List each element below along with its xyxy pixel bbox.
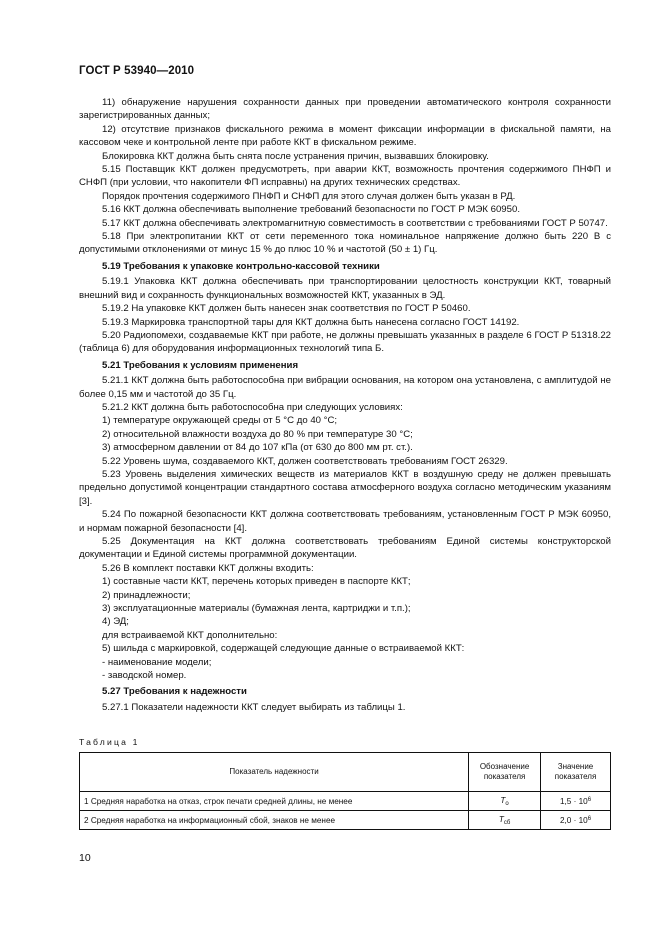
paragraph: 5.25 Документация на ККТ должна соответствовать требованиям Единой системы конструкторской документации и Единой системы программной документации. xyxy=(79,536,611,561)
paragraph: 5.15 Поставщик ККТ должен предусмотреть, при аварии ККТ, возможность прочтения содержимого ПНФП и СНФП (при условии, что накопители ФП исправны) на других технических средствах. xyxy=(79,164,611,189)
paragraph: 5.19.1 Упаковка ККТ должна обеспечивать при транспортировании целостность конструкции ККТ, товарный внешний вид и сохранность функциональных возможностей ККТ, указанных в ЭД. xyxy=(79,276,611,301)
paragraph: Блокировка ККТ должна быть снята после устранения причин, вызвавших блокировку. xyxy=(102,150,489,162)
value-mantissa: 2,0 · 10 xyxy=(559,815,588,825)
paragraph: 5.18 При электропитании ККТ от сети переменного тока номинальное напряжение должно быть 220 В с допустимыми отклонениями от минус 15 % до плюс 10 % и частотой (50 ± 1) Гц. xyxy=(79,231,611,256)
paragraph: 11) обнаружение нарушения сохранности данных при проведении автоматического контроля сохранности зарегистрированных данных; xyxy=(79,97,611,122)
paragraph: 5.27.1 Показатели надежности ККТ следует выбирать из таблицы 1. xyxy=(102,701,406,713)
paragraph: 5.23 Уровень выделения химических веществ из материалов ККТ в воздушную среду не должен превышать предельно допустимой концентрации стандартного состава атмосферного воздуха согласно методическим указаниям [3]. xyxy=(79,468,611,507)
value-exponent: 6 xyxy=(587,815,592,822)
header-indicator: Показатель надежности xyxy=(80,753,469,792)
symbol-letter: T xyxy=(500,795,506,805)
section-heading: 5.27 Требования к надежности xyxy=(102,686,247,698)
paragraph: 2) принадлежности; xyxy=(102,589,191,601)
section-heading: 5.21 Требования к условиям применения xyxy=(102,359,299,371)
paragraph: 5.21.1 ККТ должна быть работоспособна при вибрации основания, на котором она установлена, с амплитудой не более 0,15 мм и частотой до 35 Гц. xyxy=(79,375,611,400)
table-row xyxy=(80,811,611,830)
paragraph: 5.19.3 Маркировка транспортной тары для ККТ должна быть нанесена согласно ГОСТ 14192. xyxy=(102,316,520,328)
paragraph: 5) шильда с маркировкой, содержащей следующие данные о встраиваемой ККТ: xyxy=(102,643,465,655)
paragraph: для встраиваемой ККТ дополнительно: xyxy=(102,629,278,641)
paragraph: - заводской номер. xyxy=(102,670,187,682)
symbol-letter: T xyxy=(498,814,504,824)
indicator-cell: 1 Средняя наработка на отказ, строк печати средней длины, не менее xyxy=(80,792,469,811)
paragraph: 3) эксплуатационные материалы (бумажная лента, картриджи и т.п.); xyxy=(102,603,411,615)
paragraph: 5.16 ККТ должна обеспечивать выполнение требований безопасности по ГОСТ Р МЭК 60950. xyxy=(102,204,520,216)
indicator-cell: 2 Средняя наработка на информационный сбой, знаков не менее xyxy=(80,811,469,830)
paragraph: 4) ЭД; xyxy=(102,616,129,628)
paragraph: 3) атмосферном давлении от 84 до 107 кПа (от 630 до 800 мм рт. ст.). xyxy=(102,442,413,454)
paragraph: 5.19.2 На упаковке ККТ должен быть нанесен знак соответствия по ГОСТ Р 50460. xyxy=(102,303,471,315)
symbol-cell xyxy=(469,811,541,830)
paragraph: - наименование модели; xyxy=(102,656,212,668)
value-exponent: 6 xyxy=(587,796,592,803)
page-number: 10 xyxy=(79,852,91,864)
symbol-cell xyxy=(469,792,541,811)
reliability-table xyxy=(79,752,611,830)
paragraph: 2) относительной влажности воздуха до 80 % при температуре 30 °С; xyxy=(102,428,413,440)
symbol-subscript: сб xyxy=(503,819,511,826)
table-header-row xyxy=(80,753,611,792)
paragraph: 5.20 Радиопомехи, создаваемые ККТ при работе, не должны превышать указанных в разделе 6 ГОСТ Р 51318.22 (таблица 6) для оборудования информационных технологий типа Б. xyxy=(79,329,611,355)
document-body xyxy=(79,96,611,714)
paragraph: 5.21.2 ККТ должна быть работоспособна при следующих условиях: xyxy=(102,401,403,413)
paragraph: 5.22 Уровень шума, создаваемого ККТ, должен соответствовать требованиям ГОСТ 26329. xyxy=(102,455,508,467)
document-header: ГОСТ Р 53940—2010 xyxy=(79,65,195,77)
table-row xyxy=(80,792,611,811)
paragraph: 5.24 По пожарной безопасности ККТ должна соответствовать требованиям, установленным ГОСТ Р МЭК 60950, и нормам пожарной безопасности [4]. xyxy=(79,509,611,534)
symbol-subscript: о xyxy=(505,800,509,807)
paragraph: 1) температуре окружающей среды от 5 °С до 40 °С; xyxy=(102,415,338,427)
paragraph: Порядок прочтения содержимого ПНФП и СНФП для этого случая должен быть указан в РД. xyxy=(102,190,516,202)
section-heading: 5.19 Требования к упаковке контрольно-кассовой техники xyxy=(102,260,380,272)
paragraph: 5.17 ККТ должна обеспечивать электромагнитную совместимость в соответствии с требованиями ГОСТ Р 50747. xyxy=(102,217,608,229)
paragraph: 1) составные части ККТ, перечень которых приведен в паспорте ККТ; xyxy=(102,576,411,588)
value-mantissa: 1,5 · 10 xyxy=(559,796,588,806)
paragraph: 12) отсутствие признаков фискального режима в момент фиксации информации в фискальной памяти, на кассовом чеке и контрольной ленте при работе ККТ в фискальном режиме. xyxy=(79,123,611,149)
value-cell xyxy=(541,792,611,811)
paragraph: 5.26 В комплект поставки ККТ должны входить: xyxy=(102,562,314,574)
header-value: Значение показателя xyxy=(541,753,611,792)
value-cell xyxy=(541,811,611,830)
table-caption: Таблица 1 xyxy=(79,737,140,747)
header-symbol: Обозначение показателя xyxy=(469,753,541,792)
